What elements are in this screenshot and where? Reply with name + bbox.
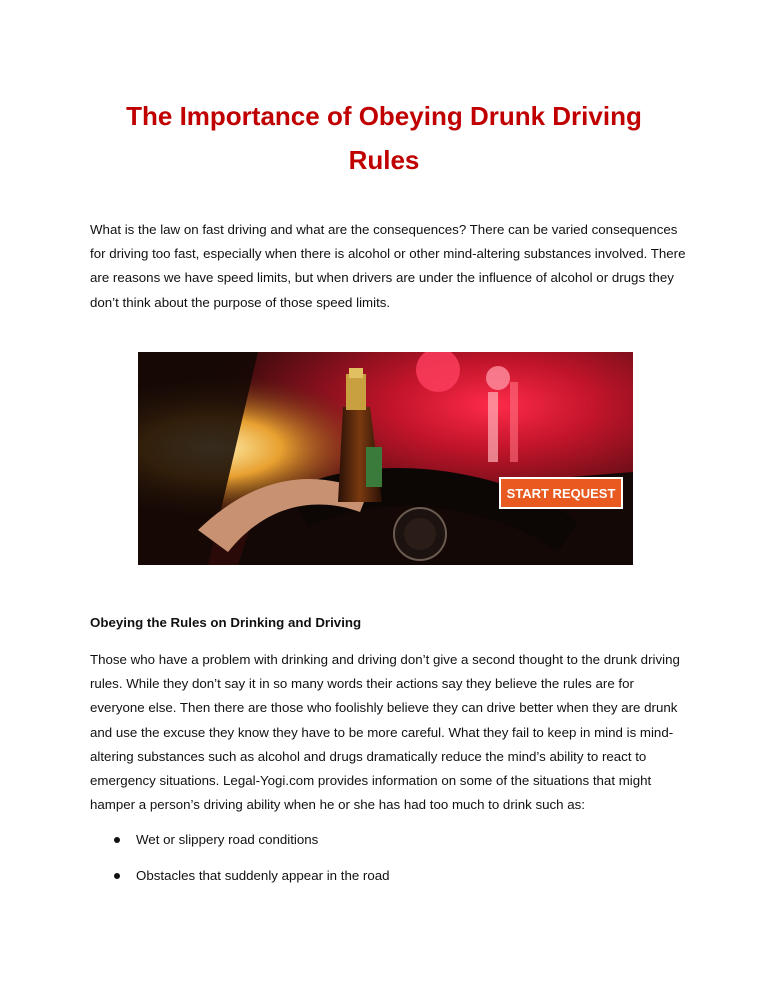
bullet-item — [90, 864, 390, 900]
start-request-label: START REQUEST — [506, 486, 616, 501]
photo-illustration — [138, 352, 633, 565]
drunk-driving-photo — [138, 352, 633, 565]
intro-paragraph: What is the law on fast driving and what are the consequences? There can be varied consequences for driving too fast, especially when there is alcohol or other mind-altering substances involved. There are reasons we have speed limits, but when drivers are under the influence of alcohol or drugs they don’t think about the purpose of those speed limits. — [90, 222, 686, 310]
bullet-dot-icon — [114, 837, 120, 843]
section-paragraph: Those who have a problem with drinking and driving don’t give a second thought to the drunk driving rules. While they don’t say it in so many words their actions say they believe the rules are for everyone else. Then there are those who foolishly believe they can drive better when they are drunk and use the excuse they know they have to be more careful. What they fail to keep in mind is mind-altering substances such as alcohol and drugs dramatically reduce the mind’s ability to react to emergency situations. Legal-Yogi.com provides information on some of the situations that might hamper a person’s driving ability when he or she has had too much to drink such as: — [90, 652, 680, 813]
document-title: The Importance of Obeying Drunk Driving Rules — [126, 101, 642, 175]
bullet-item — [90, 828, 390, 864]
section-heading: Obeying the Rules on Drinking and Driving — [90, 615, 362, 630]
bullet-dot-icon — [114, 873, 120, 879]
bullet-text: Obstacles that suddenly appear in the road — [136, 868, 390, 883]
bullet-text: Wet or slippery road conditions — [136, 832, 319, 847]
bullet-list — [90, 828, 390, 900]
